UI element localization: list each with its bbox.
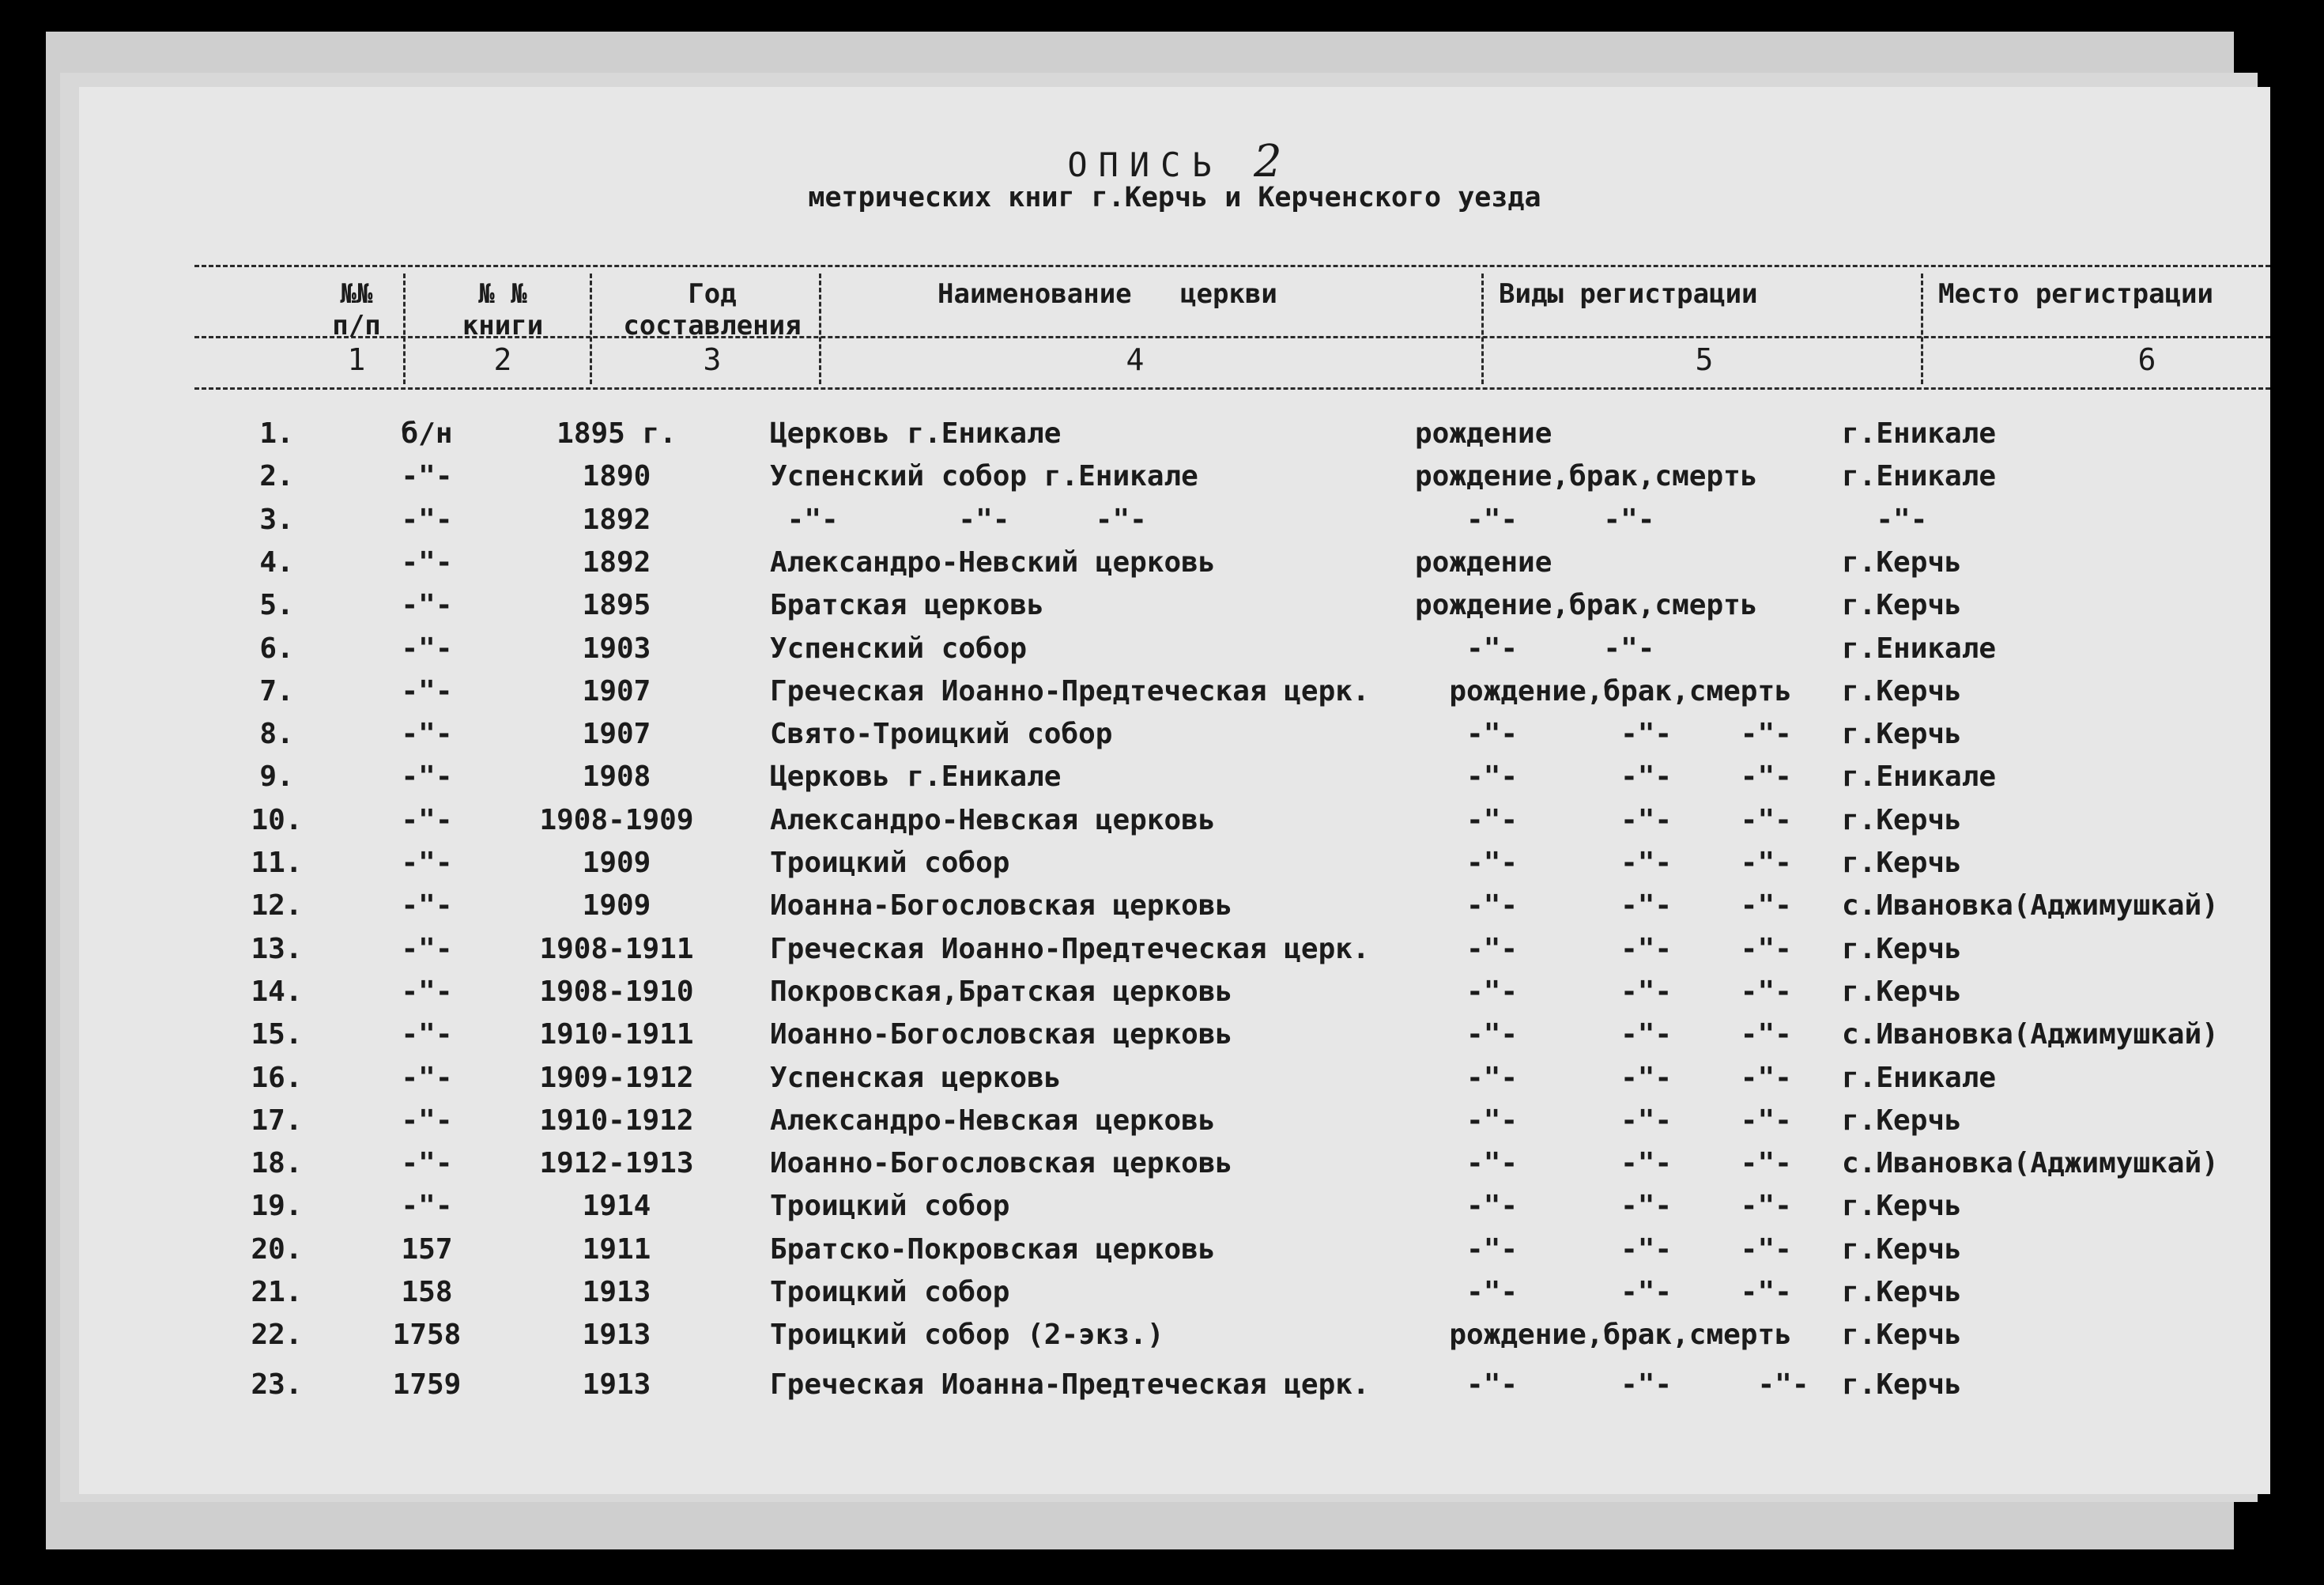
year-compiled: 1914 <box>582 1190 651 1223</box>
year-compiled: 1895 г. <box>556 417 677 450</box>
registration-place: г.Керчь <box>1842 1276 1962 1308</box>
registration-place: г.Керчь <box>1842 1190 1962 1223</box>
registration-place: -"- <box>1842 503 1928 536</box>
year-compiled: 1910-1911 <box>539 1018 694 1051</box>
row-number: 13. <box>251 932 303 965</box>
table-row <box>79 889 2270 932</box>
registration-place: г.Керчь <box>1842 932 1962 965</box>
book-number: б/н <box>401 417 453 450</box>
registration-place: г.Керчь <box>1842 975 1962 1008</box>
registration-types: -"- -"- -"- <box>1415 760 1792 794</box>
church-name: Греческая Иоанна-Предтеческая церк. <box>770 1368 1370 1401</box>
header-col6: Место регистрации <box>1938 278 2213 310</box>
year-compiled: 1909 <box>582 847 651 879</box>
registration-place: г.Еникале <box>1842 1061 1997 1094</box>
document-subtitle: метрических книг г.Керчь и Керченского уезда <box>808 182 1541 213</box>
registration-types: -"- -"- -"- <box>1415 803 1792 836</box>
registration-types: -"- -"- -"- <box>1415 975 1792 1008</box>
row-number: 17. <box>251 1104 303 1137</box>
church-name: Свято-Троицкий собор <box>770 718 1113 751</box>
registration-types: рождение <box>1415 417 1552 450</box>
row-number: 7. <box>259 674 294 708</box>
book-number: 1759 <box>392 1368 462 1401</box>
book-number: -"- <box>401 803 453 836</box>
row-number: 9. <box>259 760 294 794</box>
table-row <box>79 417 2270 460</box>
book-number: 157 <box>401 1232 453 1266</box>
registration-types: -"- -"- -"- <box>1415 1232 1792 1266</box>
registration-place: г.Керчь <box>1842 674 1962 708</box>
table-row <box>79 1233 2270 1276</box>
year-compiled: 1908-1910 <box>539 975 694 1008</box>
registration-place: г.Керчь <box>1842 545 1962 579</box>
table-row <box>79 804 2270 847</box>
registration-place: г.Еникале <box>1842 760 1997 794</box>
book-number: -"- <box>401 1190 453 1223</box>
table-row <box>79 718 2270 760</box>
church-name: Греческая Иоанно-Предтеческая церк. <box>770 674 1370 708</box>
year-compiled: 1913 <box>582 1276 651 1308</box>
book-number: -"- <box>401 1061 453 1094</box>
book-number: -"- <box>401 932 453 965</box>
church-name: Греческая Иоанно-Предтеческая церк. <box>770 932 1370 965</box>
document-page <box>79 87 2270 1494</box>
church-name: Церковь г.Еникале <box>770 417 1062 450</box>
table-row <box>79 1018 2270 1061</box>
book-number: -"- <box>401 718 453 751</box>
church-name: Братско-Покровская церковь <box>770 1232 1216 1266</box>
church-name: Троицкий собор (2-экз.) <box>770 1319 1164 1352</box>
row-number: 16. <box>251 1061 303 1094</box>
church-name: Успенский собор г.Еникале <box>770 460 1198 493</box>
registration-types: -"- -"- -"- <box>1415 1276 1792 1308</box>
row-number: 2. <box>259 460 294 493</box>
year-compiled: 1908-1911 <box>539 932 694 965</box>
registration-types: рождение,брак,смерть <box>1415 674 1792 708</box>
table-row <box>79 933 2270 976</box>
column-separator <box>1481 274 1484 384</box>
registration-types: рождение,брак,смерть <box>1415 1319 1792 1352</box>
book-number: -"- <box>401 1104 453 1137</box>
registration-types: -"- -"- -"- <box>1415 847 1792 879</box>
registration-place: г.Керчь <box>1842 589 1962 622</box>
registration-place: г.Керчь <box>1842 1232 1962 1266</box>
header-col5: Виды регистрации <box>1499 278 1758 310</box>
row-number: 8. <box>259 718 294 751</box>
registration-place: с.Ивановка(Аджимушкай) <box>1842 1018 2219 1051</box>
registration-place: г.Керчь <box>1842 1104 1962 1137</box>
colnum-4: 4 <box>1126 342 1145 377</box>
year-compiled: 1890 <box>582 460 651 493</box>
table-row <box>79 1147 2270 1190</box>
year-compiled: 1892 <box>582 503 651 536</box>
row-number: 5. <box>259 589 294 622</box>
registration-place: г.Еникале <box>1842 417 1997 450</box>
registration-types: -"- -"- -"- <box>1415 932 1792 965</box>
church-name: Иоанна-Богословская церковь <box>770 889 1233 923</box>
colnum-2: 2 <box>493 342 512 377</box>
colnum-6: 6 <box>2137 342 2156 377</box>
table-row <box>79 1368 2270 1411</box>
table-row <box>79 546 2270 589</box>
book-number: -"- <box>401 1018 453 1051</box>
column-separator <box>1921 274 1923 384</box>
header-col3 <box>606 278 819 342</box>
church-name: Александро-Невская церковь <box>770 803 1216 836</box>
table-row <box>79 1190 2270 1232</box>
header-col1-line1: №№ <box>340 278 373 310</box>
row-number: 23. <box>251 1368 303 1401</box>
book-number: 1758 <box>392 1319 462 1352</box>
book-number: -"- <box>401 545 453 579</box>
registration-types: -"- -"- -"- <box>1415 1104 1792 1137</box>
column-separator <box>590 274 592 384</box>
registration-place: г.Керчь <box>1842 803 1962 836</box>
year-compiled: 1912-1913 <box>539 1147 694 1180</box>
table-row <box>79 632 2270 675</box>
title-number: 2 <box>1254 136 1282 187</box>
registration-types: -"- -"- <box>1415 503 1655 536</box>
header-col3-line1: Год <box>688 278 737 310</box>
table-row <box>79 589 2270 632</box>
header-col4: Наименование церкви <box>938 278 1277 310</box>
registration-place: с.Ивановка(Аджимушкай) <box>1842 889 2219 923</box>
registration-types: -"- -"- -"- <box>1415 1190 1792 1223</box>
book-number: -"- <box>401 503 453 536</box>
table-row <box>79 460 2270 503</box>
book-number: -"- <box>401 632 453 665</box>
table-row <box>79 1062 2270 1104</box>
colnum-5: 5 <box>1695 342 1714 377</box>
year-compiled: 1910-1912 <box>539 1104 694 1137</box>
registration-types: -"- -"- -"- <box>1415 1368 1809 1401</box>
colnum-3: 3 <box>703 342 722 377</box>
book-number: -"- <box>401 975 453 1008</box>
row-number: 6. <box>259 632 294 665</box>
table-row <box>79 1104 2270 1147</box>
row-number: 3. <box>259 503 294 536</box>
row-number: 18. <box>251 1147 303 1180</box>
registration-types: -"- -"- -"- <box>1415 718 1792 751</box>
table-row <box>79 760 2270 803</box>
document-title <box>79 136 2270 187</box>
book-number: -"- <box>401 460 453 493</box>
church-name: -"- -"- -"- <box>770 503 1147 536</box>
header-col2 <box>432 278 574 342</box>
book-number: -"- <box>401 847 453 879</box>
church-name: Иоанно-Богословская церковь <box>770 1147 1233 1180</box>
church-name: Братская церковь <box>770 589 1044 622</box>
church-name: Троицкий собор <box>770 1190 1010 1223</box>
registration-place: г.Керчь <box>1842 1368 1962 1401</box>
year-compiled: 1907 <box>582 674 651 708</box>
table-row <box>79 675 2270 718</box>
book-number: -"- <box>401 760 453 794</box>
year-compiled: 1909 <box>582 889 651 923</box>
church-name: Троицкий собор <box>770 847 1010 879</box>
church-name: Успенский собор <box>770 632 1028 665</box>
registration-place: г.Керчь <box>1842 718 1962 751</box>
column-separator <box>403 274 406 384</box>
registration-types: -"- -"- <box>1415 632 1655 665</box>
row-number: 20. <box>251 1232 303 1266</box>
row-number: 11. <box>251 847 303 879</box>
registration-types: рождение,брак,смерть <box>1415 589 1758 622</box>
row-number: 10. <box>251 803 303 836</box>
book-number: -"- <box>401 674 453 708</box>
registration-types: -"- -"- -"- <box>1415 889 1792 923</box>
year-compiled: 1892 <box>582 545 651 579</box>
registration-types: -"- -"- -"- <box>1415 1061 1792 1094</box>
table-row <box>79 847 2270 889</box>
row-number: 19. <box>251 1190 303 1223</box>
registration-place: г.Керчь <box>1842 847 1962 879</box>
year-compiled: 1903 <box>582 632 651 665</box>
row-number: 15. <box>251 1018 303 1051</box>
registration-place: г.Еникале <box>1842 460 1997 493</box>
table-header <box>194 265 2270 390</box>
header-col1 <box>313 278 400 342</box>
book-number: 158 <box>401 1276 453 1308</box>
church-name: Иоанно-Богословская церковь <box>770 1018 1233 1051</box>
header-col2-line1: № № <box>478 278 527 310</box>
registration-types: рождение <box>1415 545 1552 579</box>
title-text: ОПИСЬ <box>1067 145 1223 184</box>
church-name: Троицкий собор <box>770 1276 1010 1308</box>
registration-types: -"- -"- -"- <box>1415 1147 1792 1180</box>
year-compiled: 1913 <box>582 1368 651 1401</box>
year-compiled: 1908-1909 <box>539 803 694 836</box>
registration-types: рождение,брак,смерть <box>1415 460 1758 493</box>
header-col3-line2: составления <box>623 310 802 342</box>
registration-place: с.Ивановка(Аджимушкай) <box>1842 1147 2219 1180</box>
book-number: -"- <box>401 889 453 923</box>
registration-types: -"- -"- -"- <box>1415 1018 1792 1051</box>
church-name: Церковь г.Еникале <box>770 760 1062 794</box>
header-col2-line2: книги <box>462 310 544 342</box>
book-number: -"- <box>401 1147 453 1180</box>
header-col1-line2: п/п <box>332 310 381 342</box>
table-row <box>79 1276 2270 1319</box>
row-number: 21. <box>251 1276 303 1308</box>
church-name: Покровская,Братская церковь <box>770 975 1233 1008</box>
row-number: 22. <box>251 1319 303 1352</box>
registration-place: г.Керчь <box>1842 1319 1962 1352</box>
church-name: Александро-Невская церковь <box>770 1104 1216 1137</box>
year-compiled: 1909-1912 <box>539 1061 694 1094</box>
church-name: Александро-Невский церковь <box>770 545 1216 579</box>
colnum-1: 1 <box>347 342 366 377</box>
row-number: 12. <box>251 889 303 923</box>
year-compiled: 1913 <box>582 1319 651 1352</box>
table-row <box>79 1319 2270 1361</box>
row-number: 1. <box>259 417 294 450</box>
year-compiled: 1908 <box>582 760 651 794</box>
registration-place: г.Еникале <box>1842 632 1997 665</box>
row-number: 14. <box>251 975 303 1008</box>
year-compiled: 1911 <box>582 1232 651 1266</box>
book-number: -"- <box>401 589 453 622</box>
table-row <box>79 976 2270 1018</box>
column-separator <box>819 274 821 384</box>
church-name: Успенская церковь <box>770 1061 1062 1094</box>
table-row <box>79 504 2270 546</box>
row-number: 4. <box>259 545 294 579</box>
year-compiled: 1907 <box>582 718 651 751</box>
year-compiled: 1895 <box>582 589 651 622</box>
